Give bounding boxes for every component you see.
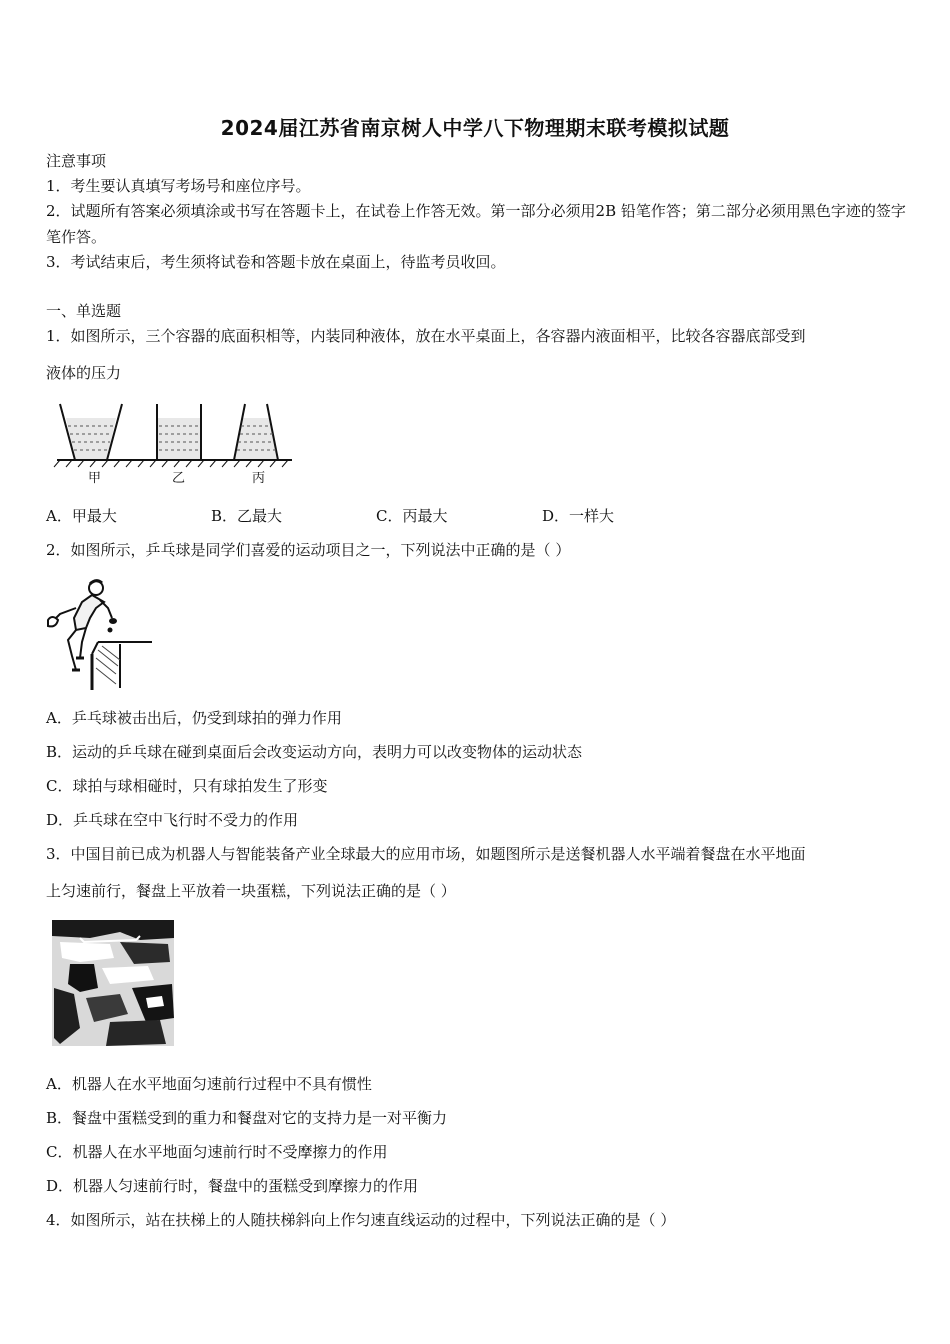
question-4-stem: 4．如图所示，站在扶梯上的人随扶梯斜向上作匀速直线运动的过程中，下列说法正确的是（ ） [46,1211,676,1229]
question-3-option-b[interactable]: B．餐盘中蛋糕受到的重力和餐盘对它的支持力是一对平衡力 [46,1109,448,1127]
robot-photo [50,918,176,1048]
notice-item-1: 1．考生要认真填写考场号和座位序号。 [46,177,311,195]
question-3-option-d[interactable]: D．机器人匀速前行时，餐盘中的蛋糕受到摩擦力的作用 [46,1177,419,1195]
figure-label-yi: 乙 [172,471,186,486]
notice-item-3: 3．考试结束后，考生须将试卷和答题卡放在桌面上，待监考员收回。 [46,253,506,271]
question-3-option-a[interactable]: A．机器人在水平地面匀速前行过程中不具有惯性 [46,1075,372,1093]
figure-label-bing: 丙 [252,471,266,486]
option-b[interactable]: B．乙最大 [211,507,283,525]
question-2-option-a[interactable]: A．乒乓球被击出后，仍受到球拍的弹力作用 [46,709,342,727]
question-2-option-d[interactable]: D．乒乓球在空中飞行时不受力的作用 [46,811,299,829]
option-c[interactable]: C．丙最大 [376,507,448,525]
question-3-option-c[interactable]: C．机器人在水平地面匀速前行时不受摩擦力的作用 [46,1143,388,1161]
option-d[interactable]: D．一样大 [542,507,615,525]
ping-pong-figure [46,578,156,696]
section-heading: 一、单选题 [46,302,122,320]
notice-item-2: 2．试题所有答案必须填涂或书写在答题卡上，在试卷上作答无效。第一部分必须用2B 铅笔作答；第二部分必须用黑色字迹的签字笔作答。 [46,202,906,246]
page-title: 2024届江苏省南京树人中学八下物理期末联考模拟试题 [220,116,730,140]
figure-label-jia: 甲 [88,471,102,486]
question-2-option-b[interactable]: B．运动的乒乓球在碰到桌面后会改变运动方向，表明力可以改变物体的运动状态 [46,743,583,761]
question-3-stem: 3．中国目前已成为机器人与智能装备产业全球最大的应用市场，如题图所示是送餐机器人水平端着餐盘在水平地面 [46,845,806,863]
container-yi [157,404,201,460]
notice-heading: 注意事项 [46,152,107,170]
container-jia [60,404,122,460]
option-a[interactable]: A．甲最大 [46,507,117,525]
container-bing [234,404,278,460]
question-2-stem: 2．如图所示，乒乓球是同学们喜爱的运动项目之一，下列说法中正确的是（ ） [46,541,571,559]
question-1-stem: 1．如图所示，三个容器的底面积相等，内装同种液体，放在水平桌面上，各容器内液面相平，比较各容器底部受到 [46,327,806,345]
question-1-stem-cont: 液体的压力 [46,364,122,382]
question-3-stem-cont: 上匀速前行，餐盘上平放着一块蛋糕，下列说法正确的是（ ） [46,882,456,900]
question-2-option-c[interactable]: C．球拍与球相碰时，只有球拍发生了形变 [46,777,328,795]
